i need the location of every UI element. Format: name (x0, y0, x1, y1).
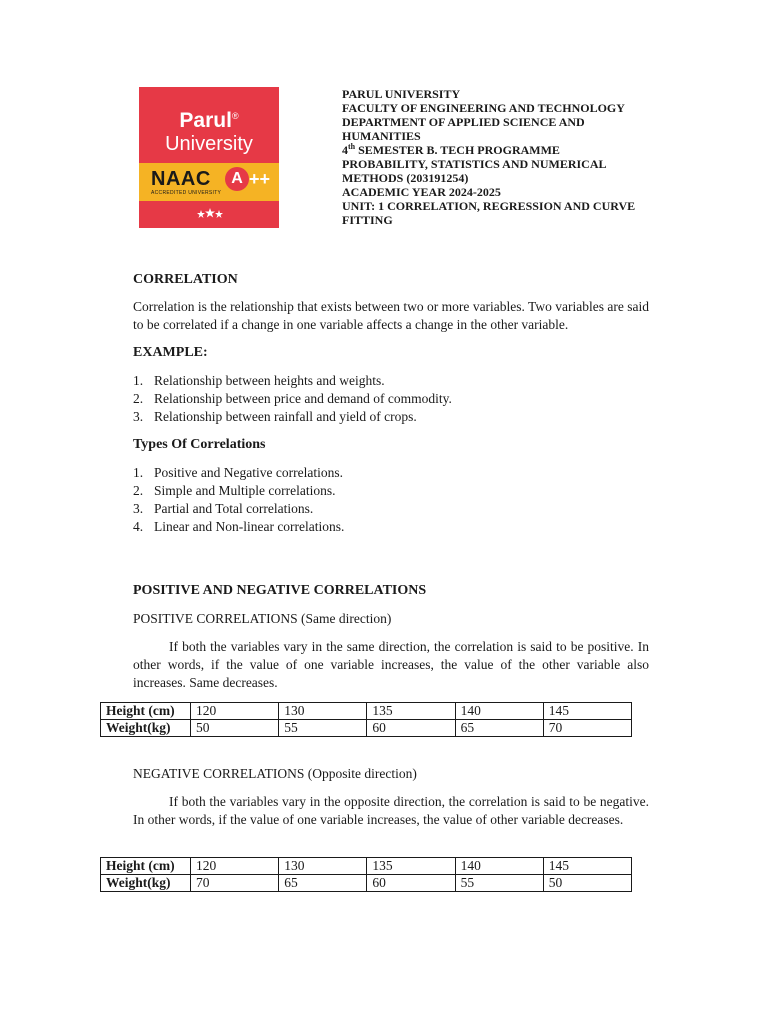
table-cell: 50 (543, 875, 631, 892)
logo-naac-text: NAAC (151, 168, 211, 190)
heading-types: Types Of Correlations (133, 437, 266, 452)
list-item: 1. Relationship between heights and weights. (133, 373, 385, 388)
table-cell: 65 (455, 720, 543, 737)
table-cell: 120 (191, 703, 279, 720)
table-cell-header: Height (cm) (101, 703, 191, 720)
logo-grade-badge: A (225, 167, 249, 191)
list-item: 3. Relationship between rainfall and yield of crops. (133, 409, 417, 424)
table-row (101, 703, 632, 720)
table-cell: 130 (279, 858, 367, 875)
list-item: 4. Linear and Non-linear correlations. (133, 519, 345, 534)
table-cell: 130 (279, 703, 367, 720)
negative-section (133, 765, 649, 829)
table-cell: 70 (191, 875, 279, 892)
positive-definition: If both the variables vary in the same direction, the correlation is said to be positive. In other words, if the value of one variable increases, the value of the other variable also increases. Same decreases. (133, 639, 649, 690)
heading-positive-negative: POSITIVE AND NEGATIVE CORRELATIONS (133, 583, 427, 598)
list-item: 3. Partial and Total correlations. (133, 501, 314, 516)
logo-accredited-text: ACCREDITED UNIVERSITY (151, 190, 222, 196)
table-cell-header: Height (cm) (101, 858, 191, 875)
header-department: DEPARTMENT OF APPLIED SCIENCE AND (342, 115, 585, 129)
header-department-cont: HUMANITIES (342, 129, 421, 143)
table-row (101, 875, 632, 892)
stars-icon (195, 207, 225, 221)
header-academic-year: ACADEMIC YEAR 2024-2025 (342, 185, 501, 199)
table-cell: 145 (543, 858, 631, 875)
table-cell: 70 (543, 720, 631, 737)
table-cell: 50 (191, 720, 279, 737)
list-item: 2. Simple and Multiple correlations. (133, 483, 336, 498)
list-item: 2. Relationship between price and demand of commodity. (133, 391, 452, 406)
table-cell: 60 (367, 875, 455, 892)
heading-positive: POSITIVE CORRELATIONS (Same direction) (133, 611, 392, 626)
table-cell: 145 (543, 703, 631, 720)
heading-negative: NEGATIVE CORRELATIONS (Opposite direction) (133, 766, 417, 781)
table-row (101, 858, 632, 875)
table-cell-header: Weight(kg) (101, 875, 191, 892)
header-university: PARUL UNIVERSITY (342, 87, 461, 101)
table-cell: 55 (279, 720, 367, 737)
positive-data-table (100, 702, 632, 737)
header-semester: 4th SEMESTER B. TECH PROGRAMME (342, 142, 560, 157)
negative-data-table (100, 857, 632, 892)
list-item: 1. Positive and Negative correlations. (133, 465, 343, 480)
negative-definition: If both the variables vary in the opposite direction, the correlation is said to be negative. In other words, if the value of one variable increases, the value of other variable decreases. (133, 794, 649, 827)
table-cell: 120 (191, 858, 279, 875)
example-list (133, 372, 649, 426)
table-cell: 140 (455, 858, 543, 875)
table-cell: 135 (367, 703, 455, 720)
table-cell: 55 (455, 875, 543, 892)
table-row (101, 720, 632, 737)
header-unit-cont: FITTING (342, 213, 393, 227)
logo-brand: Parul® (179, 109, 239, 132)
document-header (342, 87, 642, 227)
table-cell: 135 (367, 858, 455, 875)
types-list (133, 464, 649, 536)
table-cell: 65 (279, 875, 367, 892)
table-cell: 140 (455, 703, 543, 720)
university-logo (139, 87, 279, 228)
header-course: PROBABILITY, STATISTICS AND NUMERICAL (342, 157, 607, 171)
correlation-definition: Correlation is the relationship that exists between two or more variables. Two variables are said to be correlated if a change in one variable affects a change in the other variable. (133, 299, 649, 332)
table-cell-header: Weight(kg) (101, 720, 191, 737)
header-faculty: FACULTY OF ENGINEERING AND TECHNOLOGY (342, 101, 625, 115)
header-course-cont: METHODS (203191254) (342, 171, 469, 185)
heading-correlation: CORRELATION (133, 272, 238, 287)
document-body (133, 271, 649, 692)
header-unit: UNIT: 1 CORRELATION, REGRESSION AND CURVE (342, 199, 636, 213)
heading-example: EXAMPLE: (133, 345, 208, 360)
table-cell: 60 (367, 720, 455, 737)
logo-grade-plus: ++ (249, 169, 271, 189)
logo-subtitle: University (165, 133, 253, 155)
